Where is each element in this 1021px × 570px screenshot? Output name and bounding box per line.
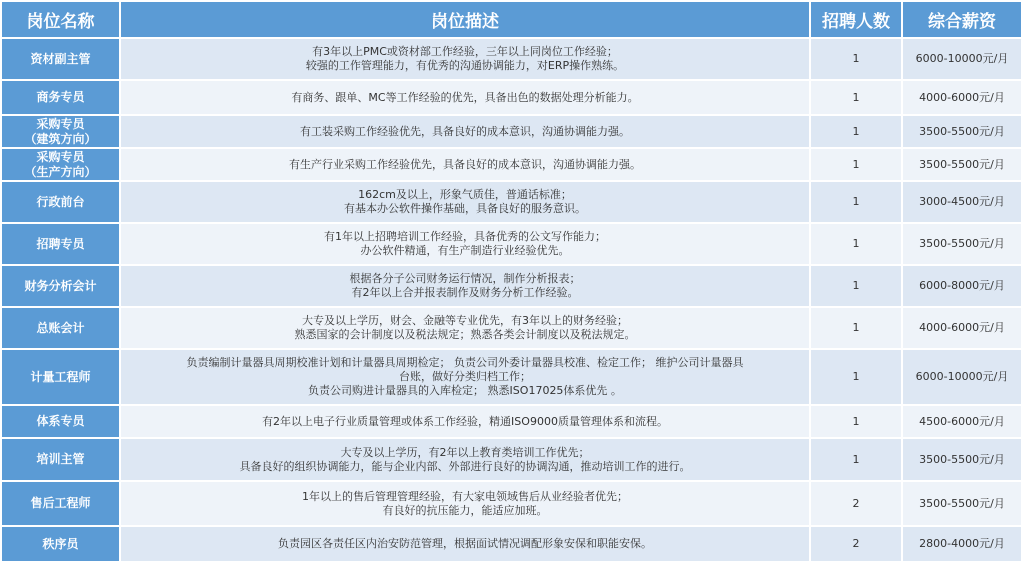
job-title: 计量工程师 (1, 349, 120, 405)
job-title: 财务分析会计 (1, 265, 120, 307)
salary: 3500-5500元/月 (902, 223, 1021, 265)
job-description: 负责编制计量器具周期校准计划和计量器具周期检定； 负责公司外委计量器具校准、检定工作； 维护公司计量器具 台账，做好分类归档工作； 负责公司购进计量器具的入库检定； 熟悉ISO17025体系优先 。 (120, 349, 810, 405)
table-row (1, 438, 1021, 481)
job-description: 有2年以上电子行业质量管理或体系工作经验，精通ISO9000质量管理体系和流程。 (120, 405, 810, 438)
table-row (1, 80, 1021, 115)
table-row (1, 115, 1021, 148)
job-title: 商务专员 (1, 80, 120, 115)
job-description: 162cm及以上，形象气质佳，普通话标准； 有基本办公软件操作基础，具备良好的服务意识。 (120, 181, 810, 223)
headcount: 1 (810, 80, 902, 115)
table-row (1, 405, 1021, 438)
job-title: 秩序员 (1, 526, 120, 562)
job-title: 行政前台 (1, 181, 120, 223)
job-description: 有商务、跟单、MC等工作经验的优先，具备出色的数据处理分析能力。 (120, 80, 810, 115)
job-rows (1, 38, 1021, 562)
job-description: 大专及以上学历，财会、金融等专业优先，有3年以上的财务经验； 熟悉国家的会计制度以及税法规定；熟悉各类会计制度以及税法规定。 (120, 307, 810, 349)
table-row (1, 181, 1021, 223)
table-row (1, 349, 1021, 405)
job-description: 1年以上的售后管理管理经验，有大家电领域售后从业经验者优先； 有良好的抗压能力，能适应加班。 (120, 481, 810, 526)
table-row (1, 38, 1021, 80)
job-title: 总账会计 (1, 307, 120, 349)
salary: 2800-4000元/月 (902, 526, 1021, 562)
job-title: 招聘专员 (1, 223, 120, 265)
salary: 3500-5500元/月 (902, 115, 1021, 148)
job-title: 培训主管 (1, 438, 120, 481)
job-description: 有1年以上招聘培训工作经验，具备优秀的公文写作能力； 办公软件精通，有生产制造行业经验优先。 (120, 223, 810, 265)
job-title: 采购专员 （生产方向） (1, 148, 120, 181)
headcount: 1 (810, 38, 902, 80)
salary: 3500-5500元/月 (902, 438, 1021, 481)
job-title: 资材副主管 (1, 38, 120, 80)
salary: 4000-6000元/月 (902, 307, 1021, 349)
job-title: 采购专员 （建筑方向） (1, 115, 120, 148)
job-title: 体系专员 (1, 405, 120, 438)
table-row (1, 307, 1021, 349)
header-headcount: 招聘人数 (810, 1, 902, 38)
header-job-desc: 岗位描述 (120, 1, 810, 38)
job-title: 售后工程师 (1, 481, 120, 526)
salary: 4000-6000元/月 (902, 80, 1021, 115)
job-description: 有工装采购工作经验优先，具备良好的成本意识，沟通协调能力强。 (120, 115, 810, 148)
headcount: 1 (810, 148, 902, 181)
salary: 6000-10000元/月 (902, 349, 1021, 405)
table-row (1, 148, 1021, 181)
headcount: 1 (810, 181, 902, 223)
headcount: 1 (810, 349, 902, 405)
header-row (1, 1, 1021, 38)
salary: 3500-5500元/月 (902, 148, 1021, 181)
salary: 4500-6000元/月 (902, 405, 1021, 438)
table-row (1, 526, 1021, 562)
header-job-title: 岗位名称 (1, 1, 120, 38)
headcount: 2 (810, 526, 902, 562)
table-row (1, 223, 1021, 265)
headcount: 1 (810, 438, 902, 481)
job-description: 有3年以上PMC或资材部工作经验，三年以上同岗位工作经验； 较强的工作管理能力，有优秀的沟通协调能力，对ERP操作熟练。 (120, 38, 810, 80)
table-row (1, 265, 1021, 307)
headcount: 1 (810, 223, 902, 265)
salary: 3500-5500元/月 (902, 481, 1021, 526)
salary: 6000-8000元/月 (902, 265, 1021, 307)
salary: 6000-10000元/月 (902, 38, 1021, 80)
header-salary: 综合薪资 (902, 1, 1021, 38)
job-description: 根据各分子公司财务运行情况，制作分析报表； 有2年以上合并报表制作及财务分析工作经验。 (120, 265, 810, 307)
job-description: 有生产行业采购工作经验优先，具备良好的成本意识，沟通协调能力强。 (120, 148, 810, 181)
headcount: 1 (810, 307, 902, 349)
headcount: 1 (810, 405, 902, 438)
salary: 3000-4500元/月 (902, 181, 1021, 223)
job-description: 大专及以上学历，有2年以上教育类培训工作优先； 具备良好的组织协调能力，能与企业内部、外部进行良好的协调沟通，推动培训工作的进行。 (120, 438, 810, 481)
headcount: 1 (810, 115, 902, 148)
headcount: 1 (810, 265, 902, 307)
table-row (1, 481, 1021, 526)
headcount: 2 (810, 481, 902, 526)
job-description: 负责园区各责任区内治安防范管理，根据面试情况调配形象安保和职能安保。 (120, 526, 810, 562)
